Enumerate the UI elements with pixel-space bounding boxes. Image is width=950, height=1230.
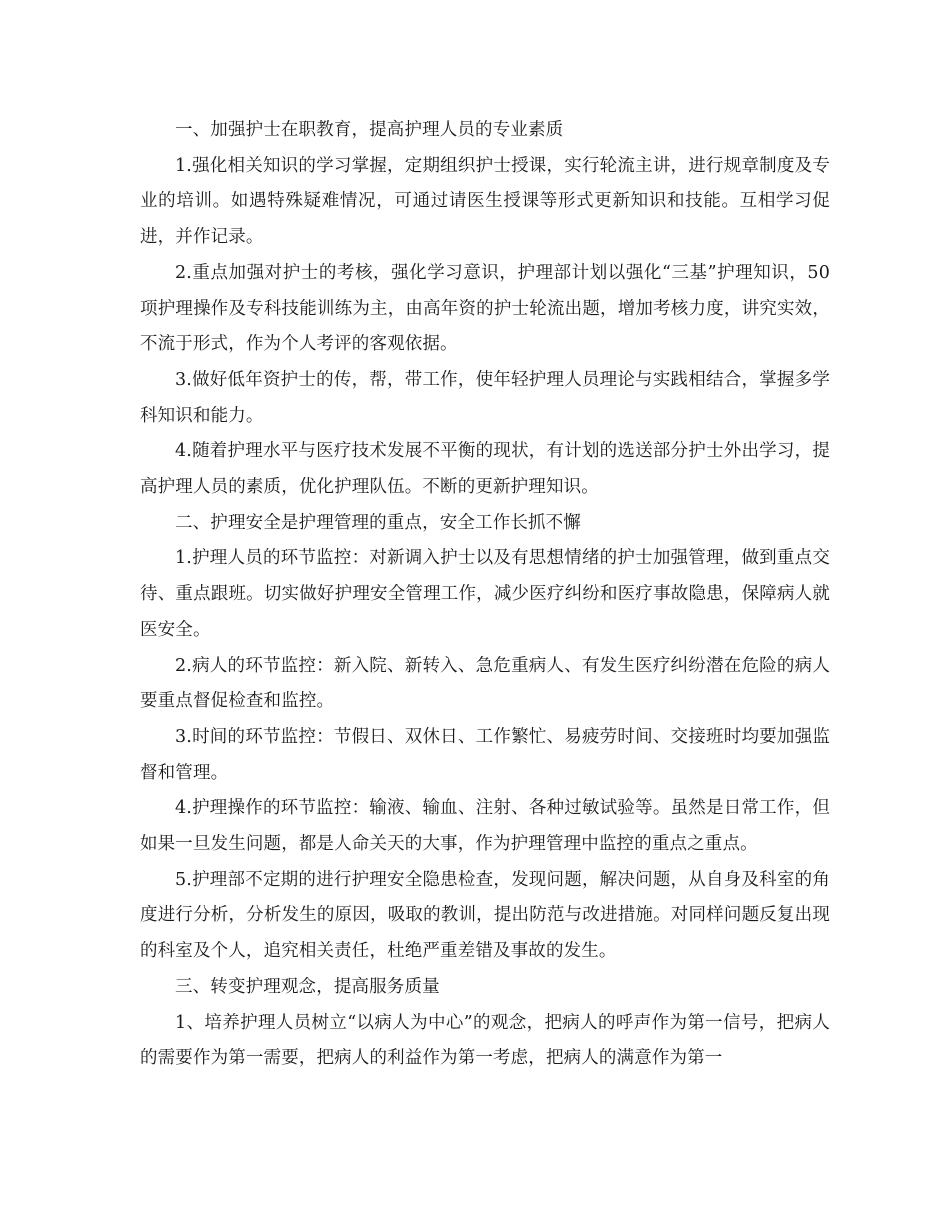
paragraph-2-3: 3.时间的环节监控：节假日、双休日、工作繁忙、易疲劳时间、交接班时均要加强监督和管理。 <box>140 726 830 783</box>
section-heading-2: 二、护理安全是护理管理的重点，安全工作长抓不懈 <box>175 512 581 533</box>
paragraph-2-1: 1.护理人员的环节监控：对新调入护士以及有思想情绪的护士加强管理，做到重点交待、重点跟班。切实做好护理安全管理工作，减少医疗纠纷和医疗事故隐患，保障病人就医安全。 <box>140 548 830 640</box>
section-heading-1: 一、加强护士在职教育，提高护理人员的专业素质 <box>175 120 564 140</box>
paragraph-2-4: 4.护理操作的环节监控：输液、输血、注射、各种过敏试验等。虽然是日常工作，但如果一旦发生问题，都是人命关天的大事，作为护理管理中监控的重点之重点。 <box>140 798 830 855</box>
paragraph-2-2: 2.病人的环节监控：新入院、新转入、急危重病人、有发生医疗纠纷潜在危险的病人要重点督促检查和监控。 <box>140 655 830 712</box>
paragraph-2-5: 5.护理部不定期的进行护理安全隐患检查，发现问题，解决问题，从自身及科室的角度进行分析，分析发生的原因，吸取的教训，提出防范与改进措施。对同样问题反复出现的科室及个人，追究相关责任，杜绝严重差错及事故的发生。 <box>140 869 830 962</box>
paragraph-1-1: 1.强化相关知识的学习掌握，定期组织护士授课，实行轮流主讲，进行规章制度及专业的培训。如遇特殊疑难情况，可通过请医生授课等形式更新知识和技能。互相学习促进，并作记录。 <box>140 155 830 248</box>
paragraph-3-1: 1、培养护理人员树立“以病人为中心”的观念，把病人的呼声作为第一信号，把病人的需要作为第一需要，把病人的利益作为第一考虑，把病人的满意作为第一 <box>140 1012 830 1069</box>
paragraph-1-4: 4.随着护理水平与医疗技术发展不平衡的现状，有计划的选送部分护士外出学习，提高护理人员的素质，优化护理队伍。不断的更新护理知识。 <box>140 441 830 498</box>
paragraph-1-3: 3.做好低年资护士的传，帮，带工作，使年轻护理人员理论与实践相结合，掌握多学科知识和能力。 <box>140 369 830 426</box>
paragraph-1-2: 2.重点加强对护士的考核，强化学习意识，护理部计划以强化“三基”护理知识，50项护理操作及专科技能训练为主，由高年资的护士轮流出题，增加考核力度，讲究实效，不流于形式，作为个人考评的客观依据。 <box>140 262 830 355</box>
section-heading-3: 三、转变护理观念，提高服务质量 <box>175 976 440 997</box>
document-body <box>140 113 830 1077</box>
